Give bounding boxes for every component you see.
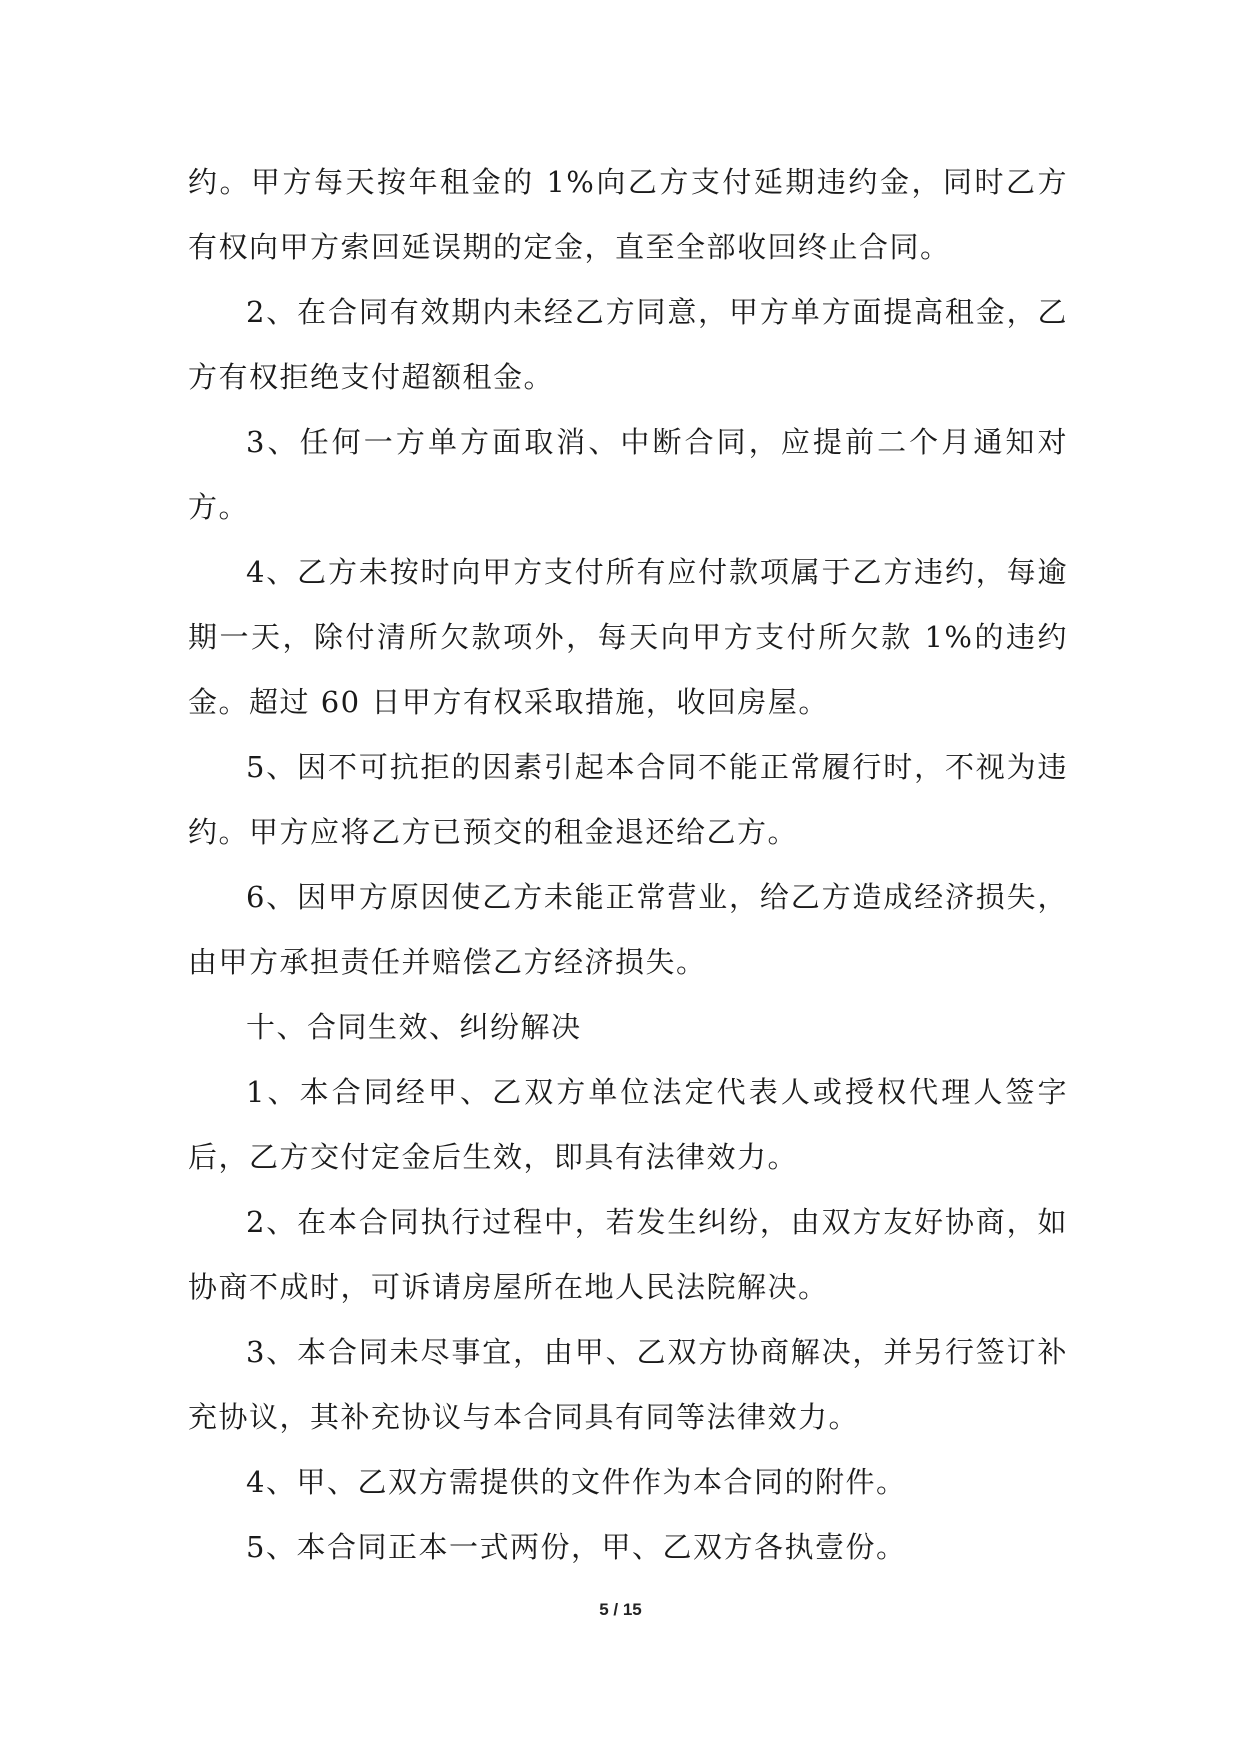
page-number: 5 / 15 (599, 1600, 642, 1619)
section-heading: 十、合同生效、纠纷解决 (246, 1010, 582, 1044)
paragraph-2: 2、在合同有效期内未经乙方同意，甲方单方面提高租金，乙方有权拒绝支付超额租金。 (188, 295, 1068, 394)
paragraph-11: 4、甲、乙双方需提供的文件作为本合同的附件。 (246, 1465, 907, 1499)
paragraph-8: 1、本合同经甲、乙双方单位法定代表人或授权代理人签字后，乙方交付定金后生效，即具有法律效力。 (188, 1075, 1068, 1174)
paragraph-3: 3、任何一方单方面取消、中断合同，应提前二个月通知对方。 (188, 425, 1068, 524)
paragraph-12: 5、本合同正本一式两份，甲、乙双方各执壹份。 (246, 1530, 907, 1564)
paragraph-4: 4、乙方未按时向甲方支付所有应付款项属于乙方违约，每逾期一天，除付清所欠款项外，每天向甲方支付所欠款 1%的违约金。超过 60 日甲方有权采取措施，收回房屋。 (188, 555, 1068, 719)
paragraph-1: 约。甲方每天按年租金的 1%向乙方支付延期违约金，同时乙方有权向甲方索回延误期的定金，直至全部收回终止合同。 (188, 165, 1068, 264)
paragraph-5: 5、因不可抗拒的因素引起本合同不能正常履行时，不视为违约。甲方应将乙方已预交的租金退还给乙方。 (188, 750, 1068, 849)
paragraph-10: 3、本合同未尽事宜，由甲、乙双方协商解决，并另行签订补充协议，其补充协议与本合同具有同等法律效力。 (188, 1335, 1068, 1434)
document-body (188, 150, 1068, 1580)
paragraph-6: 6、因甲方原因使乙方未能正常营业，给乙方造成经济损失，由甲方承担责任并赔偿乙方经济损失。 (188, 880, 1068, 979)
paragraph-9: 2、在本合同执行过程中，若发生纠纷，由双方友好协商，如协商不成时，可诉请房屋所在地人民法院解决。 (188, 1205, 1068, 1304)
